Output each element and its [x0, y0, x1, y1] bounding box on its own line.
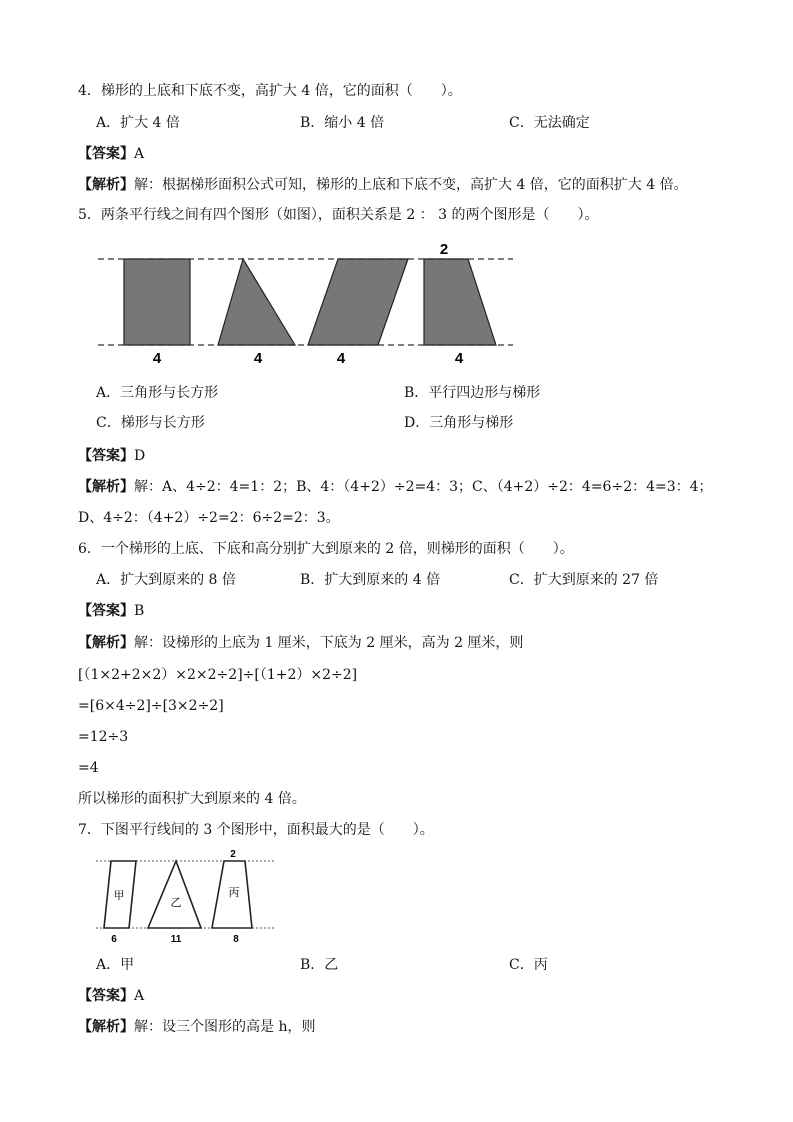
q6-analysis-line-4: =12÷3	[78, 729, 129, 745]
yi-shape	[148, 861, 201, 928]
yi-base-label: 11	[170, 934, 182, 945]
rectangle-base-label: 4	[152, 350, 162, 367]
answer-value: D	[134, 448, 146, 464]
q6-option-b: B．扩大到原来的 4 倍	[300, 572, 441, 588]
q5-figure	[98, 238, 518, 368]
q6-option-a: A．扩大到原来的 8 倍	[96, 572, 236, 588]
q5-option-b: B．平行四边形与梯形	[404, 385, 541, 401]
analysis-tag: 【解析】	[78, 479, 134, 495]
q5-option-a: A．三角形与长方形	[96, 385, 219, 401]
q7-analysis	[78, 1018, 315, 1036]
analysis-text: 解：根据梯形面积公式可知，梯形的上底和下底不变，高扩大 4 倍，它的面积扩大 4 倍。	[134, 177, 688, 193]
q5-option-d: D．三角形与梯形	[404, 415, 514, 431]
q5-analysis-line-2: D、4÷2：（4+2）÷2=2：6÷2=2：3。	[78, 510, 340, 526]
q6-answer	[78, 602, 144, 620]
q6-stem: 6．一个梯形的上底、下底和高分别扩大到原来的 2 倍，则梯形的面积（ ）。	[78, 541, 574, 557]
q5-stem: 5．两条平行线之间有四个图形（如图），面积关系是 2 ： 3 的两个图形是（ ）。	[78, 207, 599, 223]
answer-value: B	[134, 603, 145, 619]
jia-label: 甲	[113, 890, 125, 902]
answer-value: A	[134, 146, 145, 162]
yi-label: 乙	[170, 897, 182, 909]
q6-analysis-line-2: [（1×2+2×2）×2×2÷2]÷[（1+2）×2÷2]	[78, 667, 358, 683]
answer-tag: 【答案】	[78, 146, 134, 162]
analysis-text: 解：设三个图形的高是 h，则	[134, 1019, 316, 1035]
q5-analysis-line-1	[78, 478, 713, 496]
q7-option-c: C．丙	[509, 957, 548, 973]
q5-answer	[78, 447, 145, 465]
q7-option-a: A．甲	[96, 957, 135, 973]
bing-base-label: 8	[233, 934, 239, 945]
analysis-text: 解：A、4÷2：4=1：2；B、4：（4+2）÷2=4：3；C、（4+2）÷2：4=6÷2：4=3：4；	[134, 479, 713, 495]
q4-stem: 4．梯形的上底和下底不变，高扩大 4 倍，它的面积（ ）。	[78, 83, 462, 99]
analysis-text: 解：设梯形的上底为 1 厘米，下底为 2 厘米，高为 2 厘米，则	[134, 635, 524, 651]
trapezoid-base-label: 4	[454, 350, 464, 367]
q4-option-b: B．缩小 4 倍	[300, 115, 385, 131]
q7-answer	[78, 987, 144, 1005]
q4-answer	[78, 145, 144, 163]
answer-tag: 【答案】	[78, 603, 134, 619]
answer-tag: 【答案】	[78, 988, 134, 1004]
q6-analysis-line-3: =[6×4÷2]÷[3×2÷2]	[78, 698, 224, 714]
q6-analysis-line-6: 所以梯形的面积扩大到原来的 4 倍。	[78, 791, 306, 807]
parallelogram-base-label: 4	[336, 350, 346, 367]
q6-analysis-line-5: =4	[78, 760, 99, 776]
q6-option-c: C．扩大到原来的 27 倍	[509, 572, 659, 588]
parallelogram-shape	[308, 259, 408, 345]
analysis-tag: 【解析】	[78, 635, 134, 651]
q7-stem: 7．下图平行线间的 3 个图形中，面积最大的是（ ）。	[78, 822, 434, 838]
bing-label: 丙	[228, 887, 240, 899]
trapezoid-shape	[424, 259, 496, 345]
rectangle-shape	[124, 259, 190, 345]
triangle-shape	[218, 259, 295, 345]
q4-option-a: A．扩大 4 倍	[96, 115, 180, 131]
q4-option-c: C．无法确定	[509, 115, 590, 131]
q6-analysis-line-1	[78, 634, 523, 652]
q7-figure	[96, 846, 280, 946]
trapezoid-top-label: 2	[439, 241, 449, 258]
jia-base-label: 6	[111, 934, 117, 945]
triangle-base-label: 4	[253, 350, 263, 367]
analysis-tag: 【解析】	[78, 1019, 134, 1035]
top-length-label: 2	[230, 849, 236, 860]
q4-analysis	[78, 176, 688, 194]
analysis-tag: 【解析】	[78, 177, 134, 193]
q7-option-b: B．乙	[300, 957, 339, 973]
answer-value: A	[134, 988, 145, 1004]
q5-option-c: C．梯形与长方形	[96, 415, 205, 431]
answer-tag: 【答案】	[78, 448, 134, 464]
